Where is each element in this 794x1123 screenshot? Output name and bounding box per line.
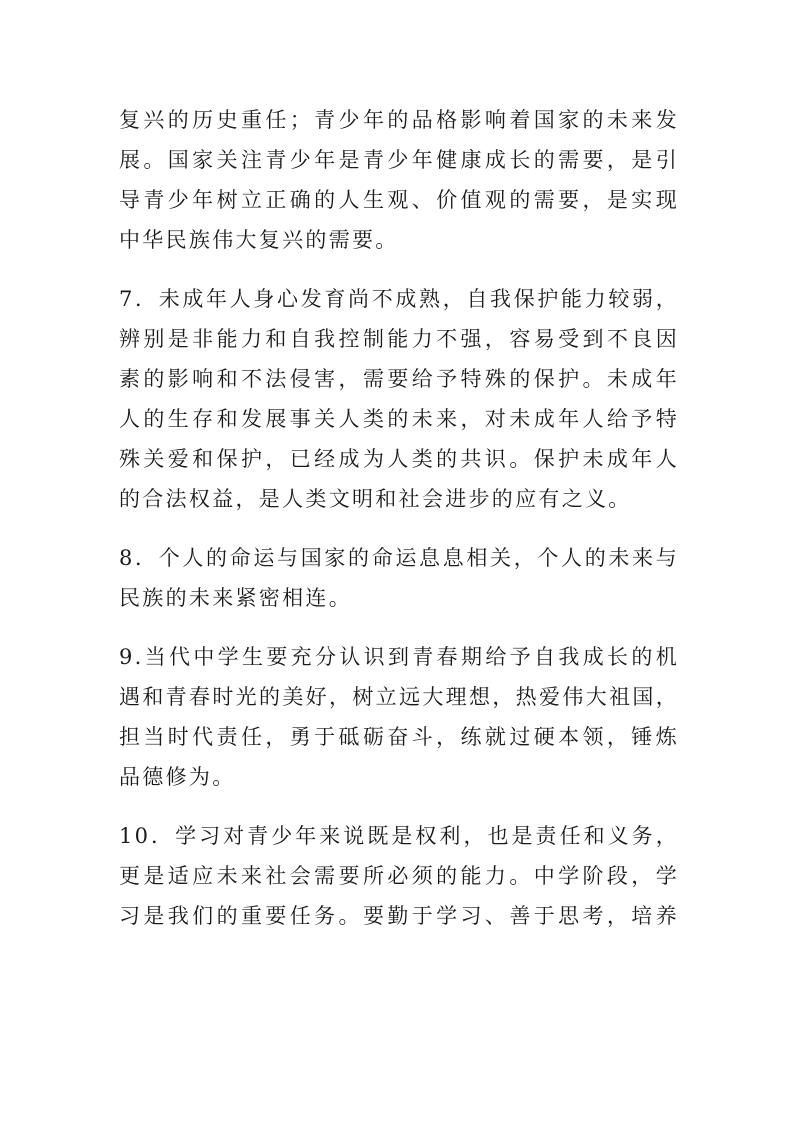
text-line: 品德修为。 <box>119 765 236 789</box>
text-line: 担当时代责任，勇于砥砺奋斗，练就过硬本领，锤炼 <box>119 725 679 749</box>
text-line: 辨别是非能力和自我控制能力不强，容易受到不良因 <box>119 327 679 351</box>
paragraph-item-10 <box>119 816 679 936</box>
text-line: 10．学习对青少年来说既是权利，也是责任和义务， <box>119 824 679 848</box>
text-line: 7．未成年人身心发育尚不成熟，自我保护能力较弱， <box>119 287 679 311</box>
text-line: 展。国家关注青少年是青少年健康成长的需要，是引 <box>119 148 679 172</box>
paragraph-continuation <box>119 100 679 260</box>
text-line: 更是适应未来社会需要所必须的能力。中学阶段，学 <box>119 864 679 888</box>
text-line: 素的影响和不法侵害，需要给予特殊的保护。未成年 <box>119 367 679 391</box>
text-line: 8．个人的命运与国家的命运息息相关，个人的未来与 <box>119 546 679 570</box>
text-line: 习是我们的重要任务。要勤于学习、善于思考，培养 <box>119 904 679 928</box>
text-line: 殊关爱和保护，已经成为人类的共识。保护未成年人 <box>119 447 679 471</box>
text-line: 中华民族伟大复兴的需要。 <box>119 228 399 252</box>
text-line: 民族的未来紧密相连。 <box>119 586 352 610</box>
text-line: 遇和青春时光的美好，树立远大理想，热爱伟大祖国， <box>119 685 679 709</box>
text-line: 复兴的历史重任；青少年的品格影响着国家的未来发 <box>119 108 679 132</box>
text-line: 导青少年树立正确的人生观、价值观的需要，是实现 <box>119 188 679 212</box>
paragraph-item-9 <box>119 637 679 797</box>
paragraph-item-8 <box>119 538 679 618</box>
text-line: 9.当代中学生要充分认识到青春期给予自我成长的机 <box>119 645 679 669</box>
text-line: 的合法权益，是人类文明和社会进步的应有之义。 <box>119 487 632 511</box>
document-body <box>119 100 679 955</box>
text-line: 人的生存和发展事关人类的未来，对未成年人给予特 <box>119 407 679 431</box>
paragraph-item-7 <box>119 279 679 519</box>
